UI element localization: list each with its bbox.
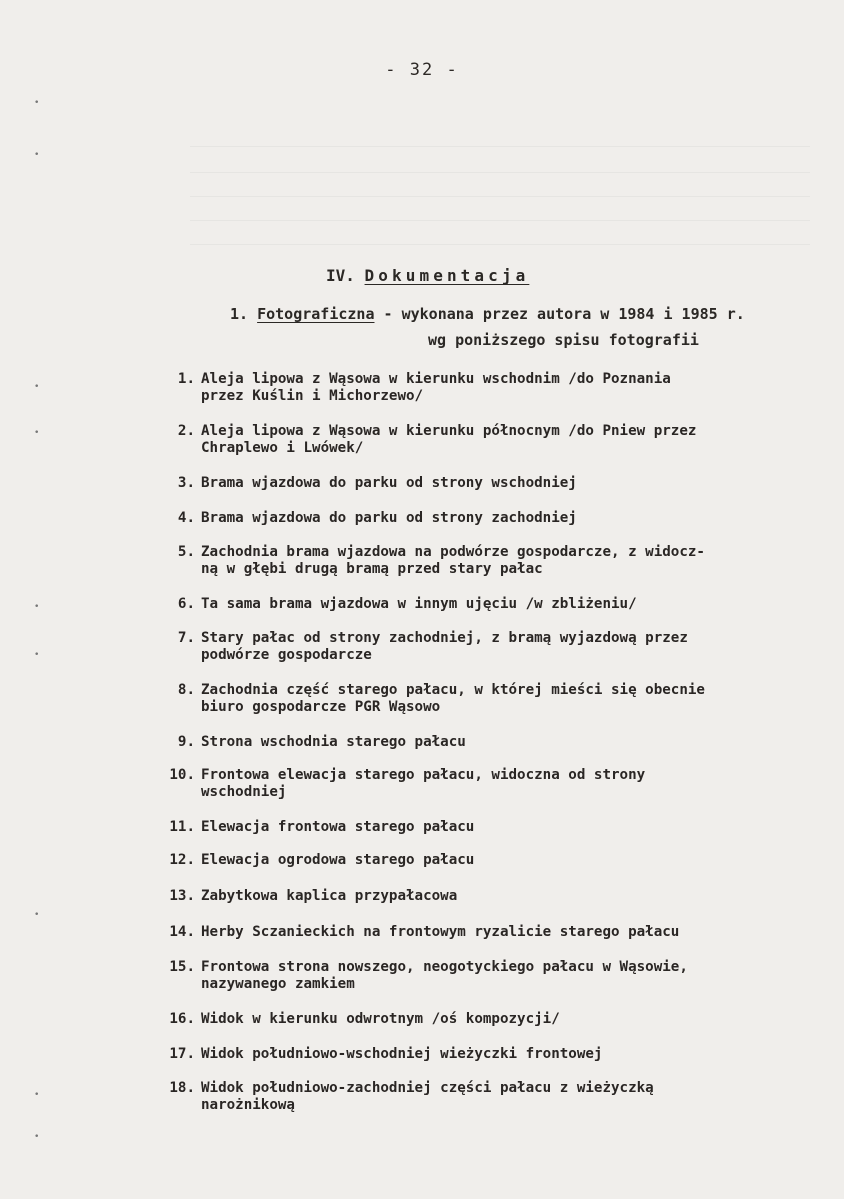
bleed-through-line [190, 172, 810, 173]
item-number: 16. [169, 1011, 195, 1027]
section-number: IV. [326, 266, 355, 285]
item-text: Widok południowo-wschodniej wieżyczki frontowej [201, 1046, 603, 1062]
item-number: 8. [177, 682, 195, 698]
bleed-through-line [190, 244, 810, 245]
item-text: Zachodnia brama wjazdowa na podwórze gospodarcze, z widocz- ną w głębi drugą bramą przed stary pałac [201, 544, 705, 577]
margin-mark: • [34, 1090, 40, 1100]
item-text: Aleja lipowa z Wąsowa w kierunku północnym /do Pniew przez Chraplewo i Lwówek/ [201, 423, 697, 456]
item-number: 6. [177, 596, 195, 612]
item-number: 9. [177, 734, 195, 750]
margin-mark: • [34, 910, 40, 920]
section-title: Dokumentacja [364, 266, 530, 285]
item-number: 10. [169, 767, 195, 783]
margin-mark: • [34, 428, 40, 438]
page-number: - 32 - [385, 60, 459, 80]
item-text: Zachodnia część starego pałacu, w której mieści się obecnie biuro gospodarcze PGR Wąsowo [201, 682, 705, 715]
item-number: 14. [169, 924, 195, 940]
margin-mark: • [34, 150, 40, 160]
margin-mark: • [34, 98, 40, 108]
margin-mark: • [34, 382, 40, 392]
bleed-through-line [190, 196, 810, 197]
subsection-number: 1. [230, 305, 249, 323]
item-number: 2. [177, 423, 195, 439]
item-text: Zabytkowa kaplica przypałacowa [201, 888, 458, 904]
item-text: Brama wjazdowa do parku od strony zachodniej [201, 510, 577, 526]
item-number: 4. [177, 510, 195, 526]
item-text: Frontowa elewacja starego pałacu, widoczna od strony wschodniej [201, 767, 646, 800]
bleed-through-line [190, 220, 810, 221]
subsection-text-line1: - wykonana przez autora w 1984 i 1985 r. [374, 305, 745, 323]
item-text: Ta sama brama wjazdowa w innym ujęciu /w zbliżeniu/ [201, 596, 637, 612]
item-number: 12. [169, 852, 195, 868]
item-number: 7. [177, 630, 195, 646]
item-text: Herby Sczanieckich na frontowym ryzalicie starego pałacu [201, 924, 680, 940]
margin-mark: • [34, 650, 40, 660]
subsection-text-line2: wg poniższego spisu fotografii [428, 331, 699, 349]
subsection-heading [230, 303, 830, 351]
item-number: 3. [177, 475, 195, 491]
item-number: 5. [177, 544, 195, 560]
item-text: Brama wjazdowa do parku od strony wschodniej [201, 475, 577, 491]
item-number: 1. [177, 371, 195, 387]
item-text: Frontowa strona nowszego, neogotyckiego pałacu w Wąsowie, nazywanego zamkiem [201, 959, 688, 992]
item-number: 13. [169, 888, 195, 904]
item-text: Strona wschodnia starego pałacu [201, 734, 466, 750]
item-text: Elewacja frontowa starego pałacu [201, 819, 475, 835]
subsection-label: Fotograficzna [257, 305, 375, 323]
bleed-through-line [190, 146, 810, 147]
item-text: Elewacja ogrodowa starego pałacu [201, 852, 475, 868]
item-text: Widok w kierunku odwrotnym /oś kompozycji/ [201, 1011, 560, 1027]
item-number: 11. [169, 819, 195, 835]
item-text: Stary pałac od strony zachodniej, z bramą wyjazdową przez podwórze gospodarcze [201, 630, 688, 663]
section-heading [326, 266, 529, 285]
item-text: Aleja lipowa z Wąsowa w kierunku wschodnim /do Poznania przez Kuślin i Michorzewo/ [201, 371, 671, 404]
item-number: 17. [169, 1046, 195, 1062]
item-number: 18. [169, 1080, 195, 1096]
margin-mark: • [34, 602, 40, 612]
item-text: Widok południowo-zachodniej części pałacu z wieżyczką narożnikową [201, 1080, 654, 1113]
margin-mark: • [34, 1132, 40, 1142]
item-number: 15. [169, 959, 195, 975]
